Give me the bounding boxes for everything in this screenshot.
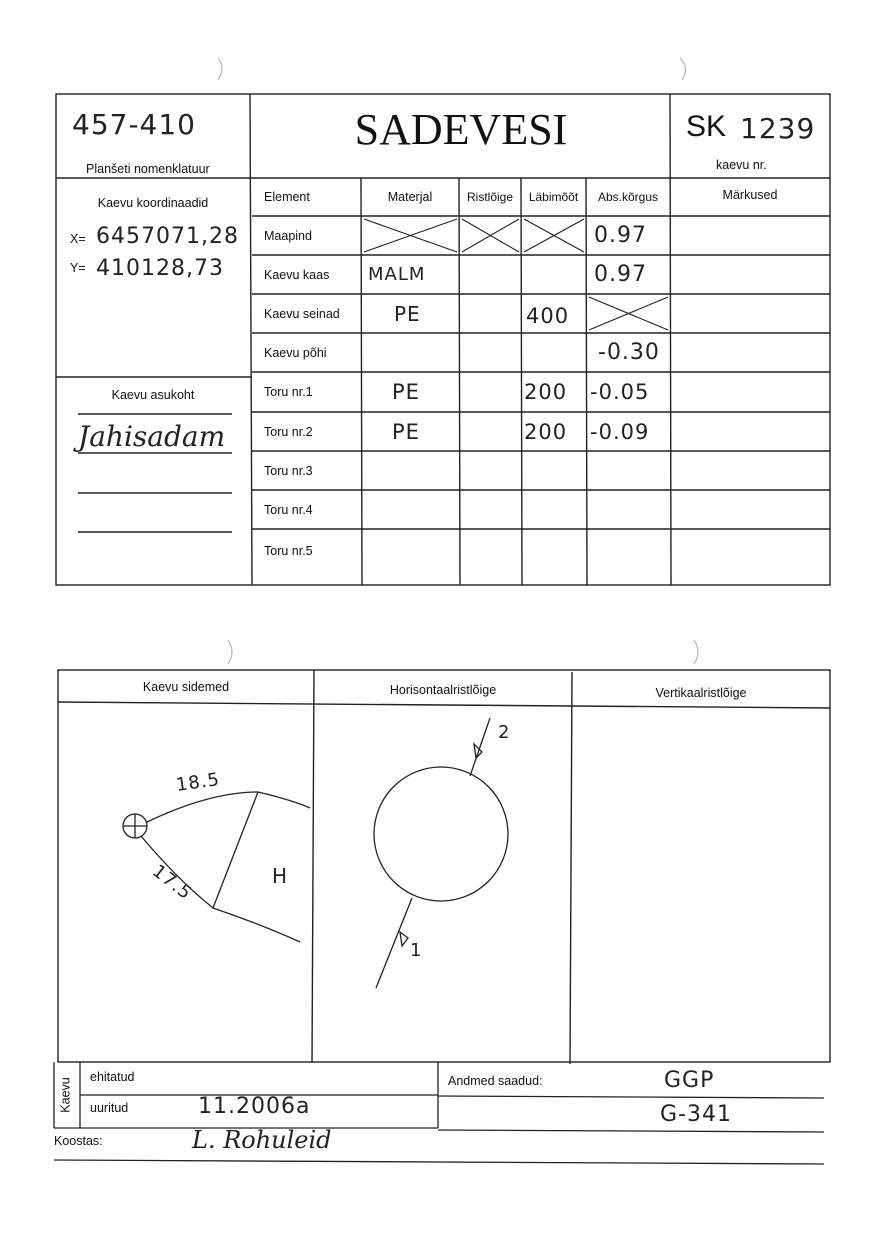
well-prefix: SK bbox=[686, 110, 727, 143]
x-label: X= bbox=[70, 232, 86, 246]
cell-material: PE bbox=[392, 380, 420, 404]
data-source-value-2: G-341 bbox=[660, 1102, 732, 1127]
row-element: Maapind bbox=[264, 228, 312, 243]
header-material: Materjal bbox=[387, 190, 433, 204]
cell-material: PE bbox=[392, 419, 420, 444]
header-diameter: Läbimõõt bbox=[528, 190, 579, 204]
sketch-header-horizontal: Horisontaalristlõige bbox=[389, 683, 497, 697]
cell-height: -0.09 bbox=[590, 419, 650, 444]
page-title: SADEVESI bbox=[354, 105, 568, 154]
y-value: 410128,73 bbox=[96, 256, 224, 281]
header-height: Abs.kõrgus bbox=[597, 190, 659, 204]
cell-material: MALM bbox=[368, 264, 426, 285]
author-label: Koostas: bbox=[54, 1134, 103, 1148]
building-label: H bbox=[272, 864, 289, 888]
row-element: Toru nr.4 bbox=[264, 502, 313, 517]
row-element: Toru nr.3 bbox=[264, 463, 313, 478]
sketch-header-ties: Kaevu sidemed bbox=[142, 680, 230, 694]
nomenclature-label: Planšeti nomenklatuur bbox=[86, 162, 210, 176]
cell-material: PE bbox=[394, 301, 421, 326]
well-label: kaevu nr. bbox=[716, 158, 767, 172]
location-label: Kaevu asukoht bbox=[111, 388, 195, 402]
well-number: 1239 bbox=[740, 112, 816, 145]
x-value: 6457071,28 bbox=[96, 224, 239, 249]
row-element: Toru nr.5 bbox=[264, 544, 313, 558]
row-element: Kaevu seinad bbox=[264, 306, 340, 321]
row-element: Kaevu kaas bbox=[264, 267, 330, 282]
coordinates-label: Kaevu koordinaadid bbox=[97, 196, 209, 210]
nomenclature-value: 457-410 bbox=[72, 108, 196, 141]
data-source-label: Andmed saadud: bbox=[448, 1074, 543, 1088]
sketch-header-vertical: Vertikaalristlõige bbox=[655, 686, 747, 700]
data-source-value-1: GGP bbox=[664, 1068, 715, 1093]
header-notes: Märkused bbox=[722, 188, 778, 202]
location-value: Jahisadam bbox=[78, 420, 226, 453]
cell-diameter: 200 bbox=[524, 419, 568, 444]
header-element: Element bbox=[264, 190, 310, 204]
cell-diameter: 400 bbox=[526, 303, 570, 328]
cell-height: 0.97 bbox=[594, 223, 647, 248]
author-value: L. Rohuleid bbox=[192, 1126, 332, 1154]
cell-diameter: 200 bbox=[524, 380, 568, 404]
surveyed-label: uuritud bbox=[90, 1101, 129, 1115]
tie-distance-2: 17.5 bbox=[148, 860, 196, 905]
pipe-2-label: 2 bbox=[498, 722, 511, 743]
cell-height: -0.05 bbox=[590, 380, 650, 404]
cell-height: -0.30 bbox=[598, 340, 660, 365]
footer-side-label: Kaevu bbox=[58, 1077, 73, 1113]
header-section: Ristlõige bbox=[466, 190, 514, 204]
built-label: ehitatud bbox=[90, 1070, 135, 1084]
cell-height: 0.97 bbox=[594, 262, 647, 287]
row-element: Toru nr.1 bbox=[264, 385, 313, 399]
row-element: Toru nr.2 bbox=[264, 424, 313, 439]
surveyed-value: 11.2006a bbox=[198, 1094, 311, 1119]
tie-distance-1: 18.5 bbox=[174, 769, 222, 796]
y-label: Y= bbox=[70, 261, 86, 275]
row-element: Kaevu põhi bbox=[264, 345, 327, 360]
pipe-1-label: 1 bbox=[410, 940, 423, 961]
